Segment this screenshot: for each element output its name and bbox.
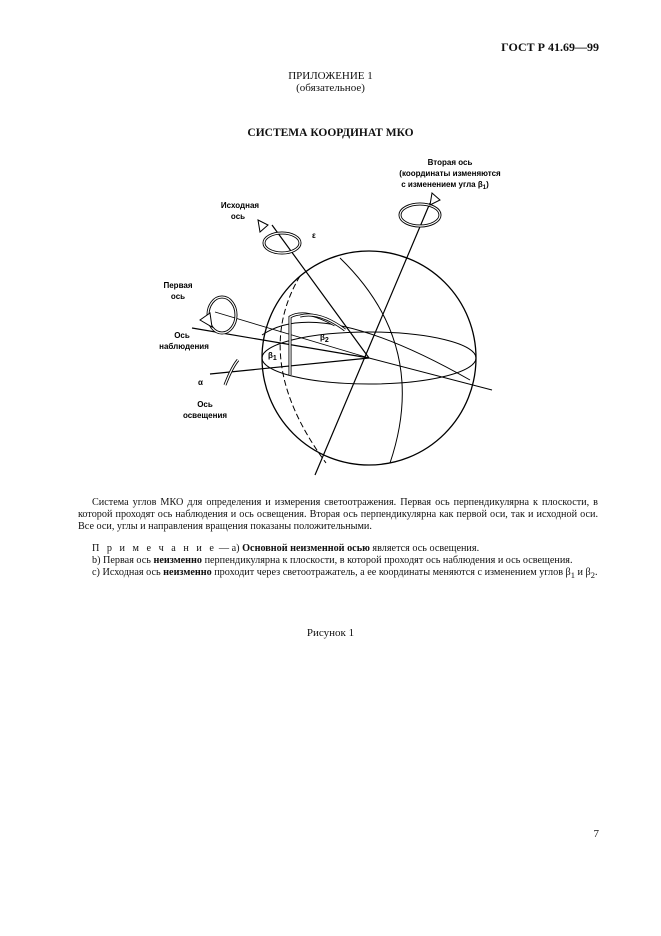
label-observation-axis-2: наблюдения	[159, 342, 209, 351]
figure-caption: Рисунок 1	[306, 627, 355, 639]
source-axis-rotation-icon	[258, 220, 300, 253]
first-axis-rotation-icon	[200, 297, 236, 333]
note-item-c: c) Исходная ось неизменно проходит через светоотражатель, а ее координаты меняются с изменением углов $\beta_1$ и $\beta_2$.	[92, 567, 598, 581]
label-first-axis-2: ось	[170, 292, 186, 301]
label-observation-axis-1: Ось	[174, 331, 190, 340]
figure-description: Система углов МКО для определения и измерения светоотражения. Первая ось перпендикулярна к плоскости, в которой проходят ось наблюдения и ось освещения. Вторая ось перпендикулярна как первой оси, так и исходной оси. Все оси, углы и направления вращения показаны положительными.	[78, 497, 598, 532]
note-item-a: П р и м е ч а н и е — а) Основной неизменной осью является ось освещения.	[92, 543, 480, 554]
page-number: 7	[593, 828, 599, 840]
standard-header: ГОСТ Р 41.69—99	[501, 40, 599, 54]
inclined-plane	[262, 322, 470, 380]
observation-axis-ext	[369, 358, 492, 390]
label-second-axis-3: с изменением угла $\beta_1$)	[401, 180, 489, 191]
appendix-title: ПРИЛОЖЕНИЕ 1	[288, 70, 373, 82]
label-beta1: β1	[268, 351, 277, 362]
label-epsilon: ε	[312, 231, 316, 240]
label-second-axis-2: (координаты изменяются	[399, 169, 501, 178]
first-axis-line	[215, 312, 369, 358]
label-illumination-axis-2: освещения	[182, 411, 228, 420]
label-alpha: α	[198, 378, 203, 387]
section-title: СИСТЕМА КООРДИНАТ МКО	[247, 127, 414, 139]
second-axis-line	[315, 203, 430, 475]
coordinate-system-figure	[0, 145, 661, 485]
label-illumination-axis-1: Ось	[197, 400, 213, 409]
figure-note	[78, 543, 598, 581]
label-first-axis-1: Первая	[163, 281, 193, 290]
appendix-subtitle: (обязательное)	[296, 82, 365, 94]
second-axis-rotation-icon	[400, 193, 440, 226]
note-item-b: b) Первая ось неизменно перпендикулярна к плоскости, в которой проходят ось наблюдения и ось освещения.	[92, 555, 573, 566]
label-second-axis-1: Вторая ось	[427, 158, 473, 167]
meridian-curve	[280, 276, 326, 463]
label-source-axis-1: Исходная	[220, 201, 260, 210]
label-beta2: β2	[320, 333, 329, 344]
appendix-heading	[0, 70, 661, 94]
label-source-axis-2: ось	[230, 212, 246, 221]
